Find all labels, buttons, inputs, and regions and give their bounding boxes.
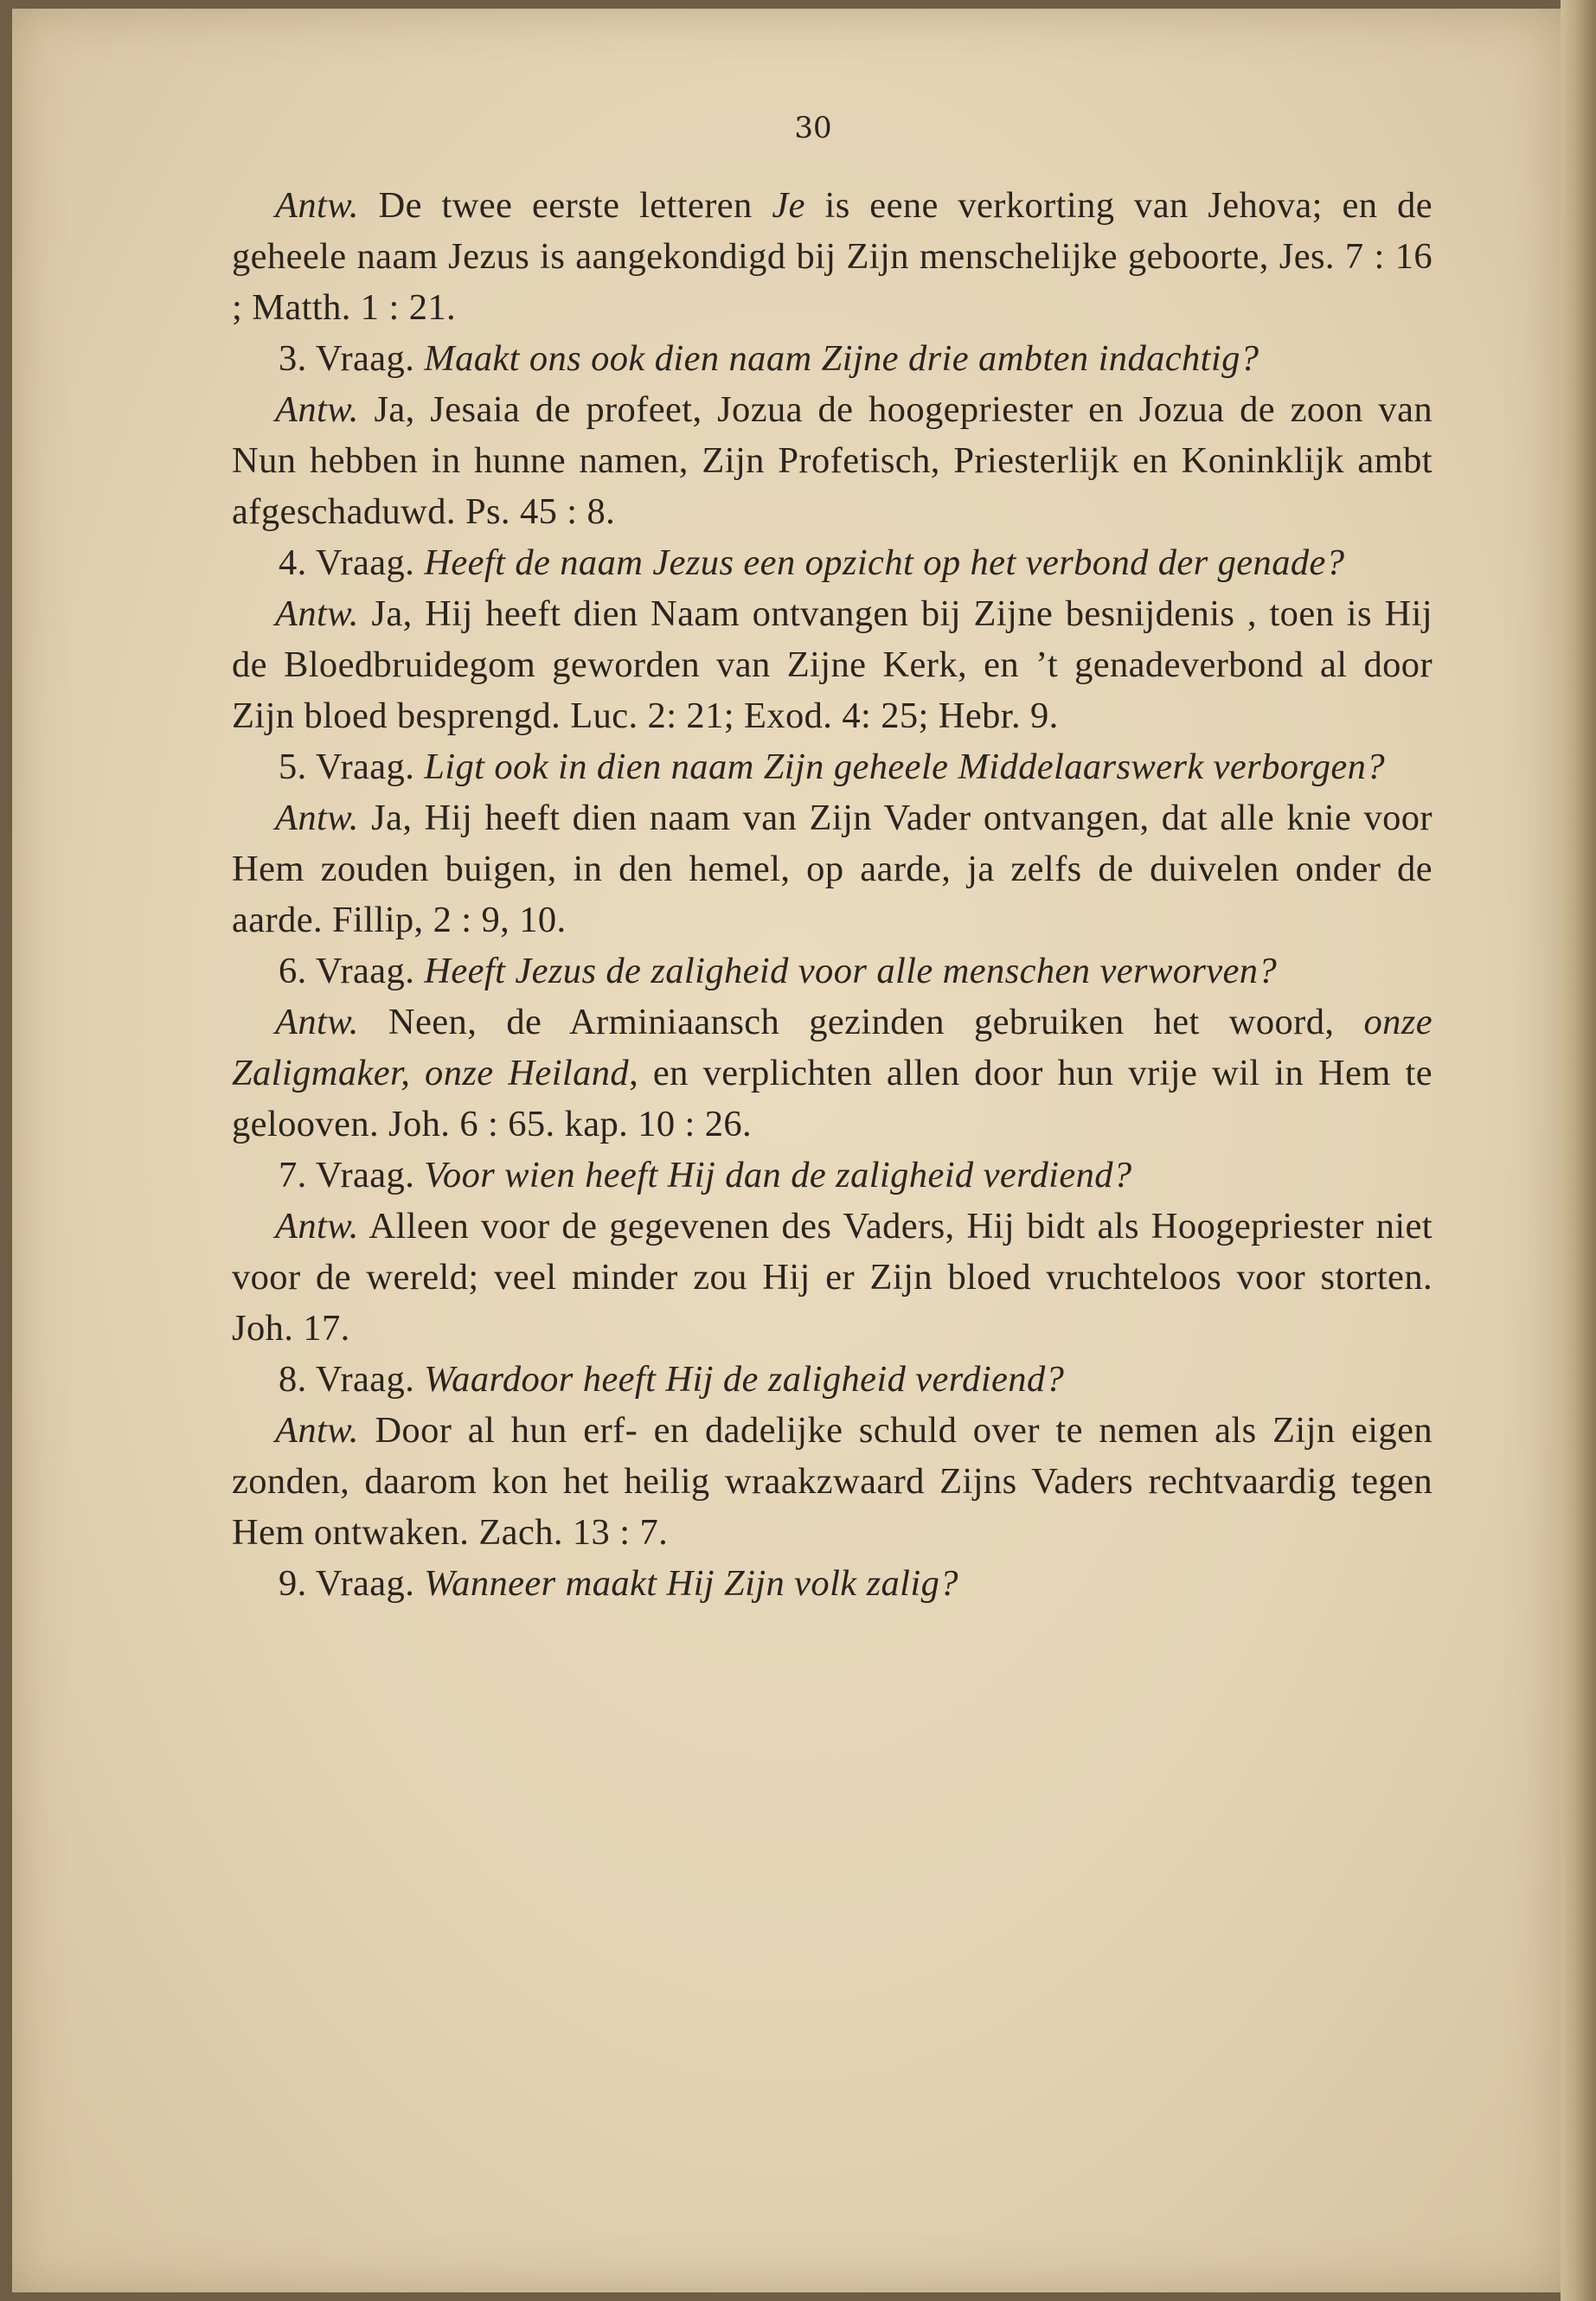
- answer-label: Antw.: [275, 593, 359, 634]
- body-text: Ja, Hij heeft dien naam van Zijn Vader ontvangen, dat alle knie voor Hem zouden buigen, in den hemel, op aarde, ja zelfs de duivelen onder de aarde. Fillip, 2 : 9, 10.: [232, 798, 1433, 940]
- body-text: , en verplichten allen door hun vrije wil in Hem te gelooven. Joh. 6 : 65. kap. 10 : 26.: [232, 1053, 1433, 1144]
- question-paragraph: [232, 333, 1433, 384]
- catechism-text: [232, 180, 1433, 1609]
- body-text: Neen, de Arminiaansch gezinden gebruiken het woord,: [358, 1002, 1364, 1042]
- italic-text: Heeft de naam Jezus een opzicht op het verbond der genade?: [424, 542, 1345, 583]
- italic-text: Waardoor heeft Hij de zaligheid verdiend?: [424, 1359, 1065, 1400]
- answer-paragraph: [232, 384, 1433, 537]
- answer-label: Antw.: [275, 389, 359, 430]
- body-text: [414, 1563, 424, 1604]
- answer-paragraph: [232, 1201, 1433, 1354]
- question-paragraph: [232, 945, 1433, 997]
- body-text: [414, 338, 424, 379]
- question-paragraph: [232, 1354, 1433, 1405]
- body-text: Ja, Jesaia de profeet, Jozua de hoogepriester en Jozua de zoon van Nun hebben in hunne namen, Zijn Profetisch, Priesterlijk en Koninklijk ambt afgeschaduwd. Ps. 45 : 8.: [232, 389, 1433, 532]
- body-text: Door al hun erf- en dadelijke schuld over te nemen als Zijn eigen zonden, daarom kon het heilig wraakzwaard Zijns Vaders rechtvaardig tegen Hem ontwaken. Zach. 13 : 7.: [232, 1410, 1433, 1553]
- answer-paragraph: [232, 588, 1433, 741]
- body-text: [414, 1155, 424, 1195]
- body-text: is eene verkorting van Jehova; en de geheele naam Jezus is aangekondigd bij Zijn menschelijke geboorte, Jes. 7 : 16 ; Matth. 1 : 21.: [232, 185, 1433, 328]
- question-label: 7. Vraag.: [279, 1155, 415, 1195]
- body-text: [414, 542, 424, 583]
- question-label: 8. Vraag.: [279, 1359, 415, 1400]
- question-paragraph: [232, 1558, 1433, 1609]
- answer-label: Antw.: [275, 185, 359, 226]
- italic-text: Voor wien heeft Hij dan de zaligheid verdiend?: [424, 1155, 1132, 1195]
- question-label: 4. Vraag.: [279, 542, 415, 583]
- italic-text: Heeft Jezus de zaligheid voor alle menschen verworven?: [424, 951, 1278, 991]
- italic-text: Wanneer maakt Hij Zijn volk zalig?: [424, 1563, 958, 1604]
- body-text: Alleen voor de gegevenen des Vaders, Hij bidt als Hoogepriester niet voor de wereld; veel minder zou Hij er Zijn bloed vruchteloos voor storten. Joh. 17.: [232, 1206, 1433, 1349]
- answer-label: Antw.: [275, 1206, 359, 1247]
- page-edge: [1561, 0, 1596, 2301]
- answer-paragraph: [232, 1405, 1433, 1558]
- answer-paragraph: [232, 180, 1433, 333]
- question-paragraph: [232, 537, 1433, 588]
- answer-label: Antw.: [275, 1410, 359, 1451]
- body-text: [414, 951, 424, 991]
- question-paragraph: [232, 741, 1433, 792]
- answer-label: Antw.: [275, 798, 359, 838]
- body-text: Ja, Hij heeft dien Naam ontvangen bij Zijne besnijdenis , toen is Hij de Bloedbruidegom geworden van Zijne Kerk, en ’t genadeverbond al door Zijn bloed besprengd. Luc. 2: 21; Exod. 4: 25; Hebr. 9.: [232, 593, 1433, 736]
- question-label: 3. Vraag.: [279, 338, 415, 379]
- body-text: De twee eerste letteren: [358, 185, 772, 226]
- answer-paragraph: [232, 997, 1433, 1150]
- answer-paragraph: [232, 792, 1433, 945]
- italic-text: Maakt ons ook dien naam Zijne drie ambten indachtig?: [424, 338, 1259, 379]
- italic-text: Ligt ook in dien naam Zijn geheele Middelaarswerk verborgen?: [424, 747, 1385, 787]
- question-label: 5. Vraag.: [279, 747, 415, 787]
- answer-label: Antw.: [275, 1002, 359, 1042]
- italic-text: onze Zaligmaker, onze Heiland: [232, 1002, 1433, 1093]
- italic-text: Je: [772, 185, 805, 226]
- page-number: 30: [794, 111, 832, 145]
- body-text: [414, 1359, 424, 1400]
- question-label: 9. Vraag.: [279, 1563, 415, 1604]
- body-text: [414, 747, 424, 787]
- question-label: 6. Vraag.: [279, 951, 415, 991]
- question-paragraph: [232, 1150, 1433, 1201]
